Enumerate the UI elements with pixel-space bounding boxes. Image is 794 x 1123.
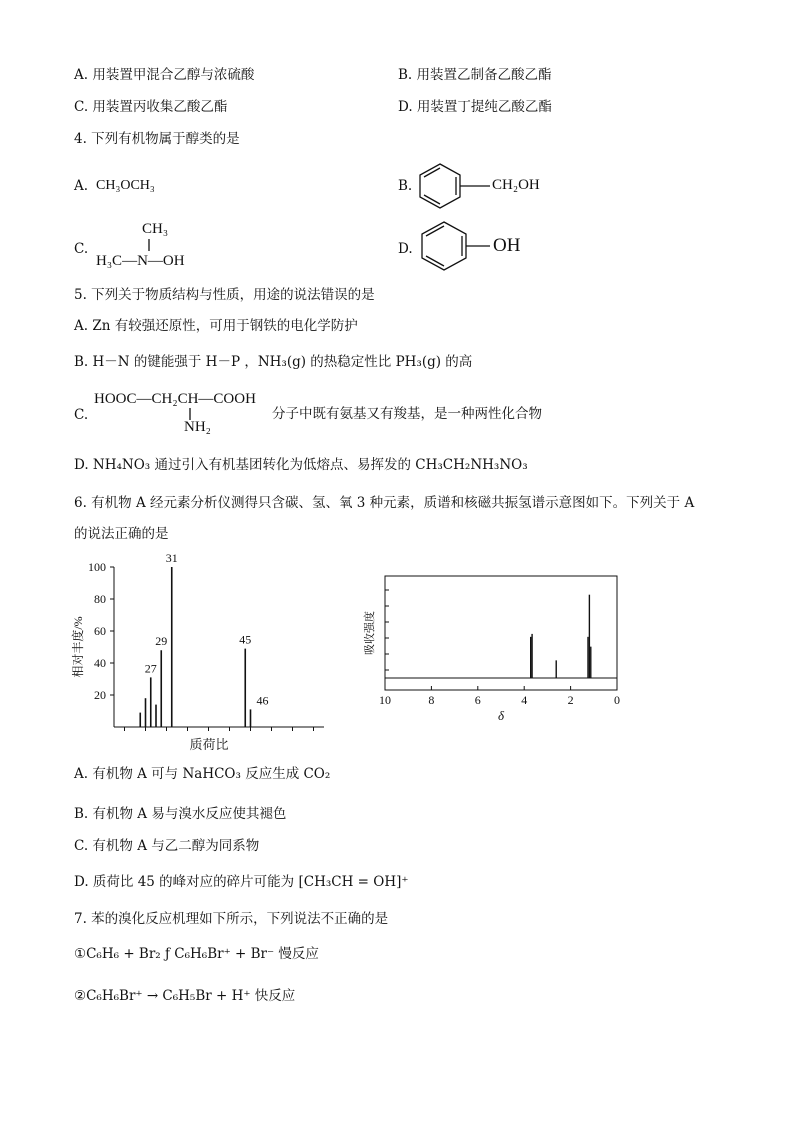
ms-peak-label: 31 bbox=[165, 551, 178, 565]
nmr-x-tick-label: 10 bbox=[379, 693, 391, 707]
q4-stem: 4. 下列有机物属于醇类的是 bbox=[74, 131, 240, 147]
ms-peak-label: 27 bbox=[144, 661, 157, 676]
q5-option-b: B. H－N 的键能强于 H－P ，NH₃(g) 的热稳定性比 PH₃(g) 的高 bbox=[74, 354, 473, 370]
nmr-x-axis-label: δ bbox=[497, 708, 505, 723]
q7-stem: 7. 苯的溴化反应机理如下所示，下列说法不正确的是 bbox=[74, 911, 389, 927]
q5-option-c-formula: HOOC—CH₂CH—COOH bbox=[94, 391, 256, 407]
q6-stem-line1: 6. 有机物 A 经元素分析仪测得只含碳、氢、氧 3 种元素，质谱和核磁共振氢谱示意图如下。下列关于 A bbox=[74, 495, 695, 511]
q3-option-d: D. 用装置丁提纯乙酸乙酯 bbox=[398, 99, 552, 115]
ms-y-tick-label: 40 bbox=[94, 656, 106, 670]
mass-spectrum-chart bbox=[60, 551, 340, 755]
ms-peak-label: 45 bbox=[239, 632, 252, 647]
q4-option-a-formula: CH₃OCH₃ bbox=[96, 178, 155, 193]
ms-y-tick-label: 20 bbox=[94, 688, 106, 702]
q4-option-b-letter: B. bbox=[398, 178, 413, 194]
q5-stem: 5. 下列关于物质结构与性质，用途的说法错误的是 bbox=[74, 287, 375, 303]
nmr-plot-frame bbox=[385, 576, 617, 690]
q6-option-b: B. 有机物 A 易与溴水反应使其褪色 bbox=[74, 806, 287, 822]
nmr-spectrum-chart bbox=[345, 570, 635, 723]
q4-option-b-group: CH₂OH bbox=[492, 177, 540, 193]
q5-option-c-amino: NH₂ bbox=[184, 419, 211, 435]
phenol-ring-diagram bbox=[420, 220, 500, 272]
nmr-y-axis-label: 吸收强度 bbox=[364, 611, 376, 655]
q3-option-b: B. 用装置乙制备乙酸乙酯 bbox=[398, 67, 552, 83]
nmr-x-tick-label: 6 bbox=[474, 693, 481, 707]
ms-y-tick-label: 60 bbox=[94, 624, 106, 638]
q4-option-d-letter: D. bbox=[398, 241, 413, 257]
q6-option-d: D. 质荷比 45 的峰对应的碎片可能为 [CH₃CH = OH]⁺ bbox=[74, 874, 409, 890]
q4-option-c-letter: C. bbox=[74, 241, 89, 257]
q4-option-c-methyl: CH₃ bbox=[142, 221, 169, 237]
ms-x-axis-label: 质荷比 bbox=[189, 737, 229, 752]
q4-option-c-formula: H₃C—N—OH bbox=[96, 253, 185, 269]
nmr-x-tick-label: 0 bbox=[614, 693, 620, 707]
q5-option-d: D. NH₄NO₃ 通过引入有机基团转化为低熔点、易挥发的 CH₃CH₂NH₃NO₃ bbox=[74, 457, 528, 473]
ms-y-tick-label: 100 bbox=[88, 560, 106, 574]
q5-option-c-letter: C. bbox=[74, 407, 89, 423]
q7-reaction-2: ②C₆H₆Br⁺ → C₆H₅Br + H⁺ 快反应 bbox=[74, 988, 296, 1004]
q4-option-a-letter: A. bbox=[74, 178, 89, 194]
q6-option-c: C. 有机物 A 与乙二醇为同系物 bbox=[74, 838, 260, 854]
nmr-x-tick-label: 8 bbox=[428, 693, 435, 707]
nmr-x-tick-label: 4 bbox=[521, 693, 528, 707]
q3-option-c: C. 用装置丙收集乙酸乙酯 bbox=[74, 99, 228, 115]
ms-peak-label: 29 bbox=[155, 634, 168, 649]
q3-option-a: A. 用装置甲混合乙醇与浓硫酸 bbox=[74, 67, 255, 83]
q6-stem-line2: 的说法正确的是 bbox=[74, 526, 169, 542]
q4-option-d-group: OH bbox=[493, 235, 521, 256]
q7-reaction-1: ①C₆H₆ + Br₂ ƒ C₆H₆Br⁺ + Br⁻ 慢反应 bbox=[74, 946, 319, 962]
q5-option-c-text: 分子中既有氨基又有羧基，是一种两性化合物 bbox=[272, 406, 542, 422]
ms-y-tick-label: 80 bbox=[94, 592, 106, 606]
q6-option-a: A. 有机物 A 可与 NaHCO₃ 反应生成 CO₂ bbox=[74, 766, 331, 782]
benzyl-ring-diagram bbox=[418, 162, 498, 212]
ms-peak-label: 46 bbox=[256, 693, 269, 708]
n-methyl-bond bbox=[148, 239, 152, 251]
ms-y-axis-label: 相对丰度/% bbox=[71, 616, 85, 678]
nmr-x-tick-label: 2 bbox=[567, 693, 574, 707]
q5-option-a: A. Zn 有较强还原性，可用于钢铁的电化学防护 bbox=[74, 318, 358, 334]
